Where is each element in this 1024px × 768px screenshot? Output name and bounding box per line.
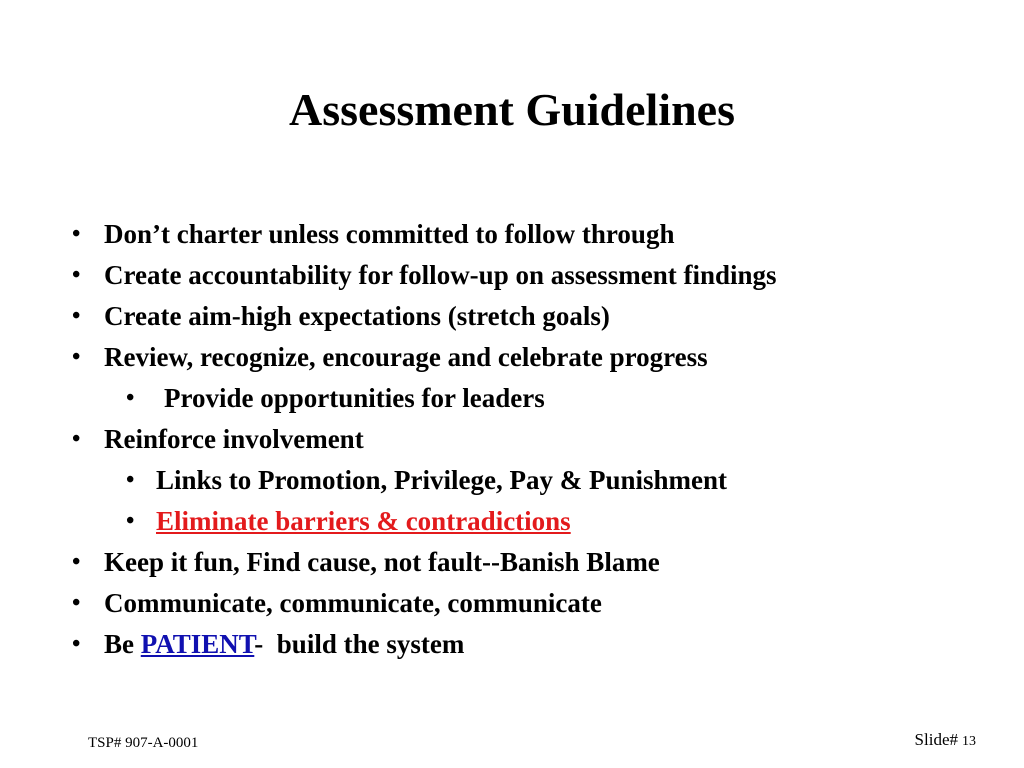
patient-link[interactable]: PATIENT — [140, 629, 255, 659]
bullet-icon: • — [72, 549, 81, 575]
slide-title: Assessment Guidelines — [289, 84, 735, 135]
bullet-icon: • — [72, 262, 81, 288]
bullet-text: Provide opportunities for leaders — [164, 383, 545, 413]
bullet-icon: • — [126, 385, 135, 411]
bullet-text-prefix: Be — [104, 629, 141, 659]
bullet-text: Create aim-high expectations (stretch goals) — [104, 301, 610, 331]
bullet-text: Review, recognize, encourage and celebrate progress — [104, 342, 708, 372]
slide-number — [915, 730, 976, 750]
slide-number-label: Slide# — [914, 730, 958, 749]
eliminate-barriers-link[interactable]: Eliminate barriers & contradictions — [156, 506, 571, 536]
bullet-icon: • — [72, 303, 81, 329]
bullet-item — [72, 255, 1002, 296]
bullet-text: Keep it fun, Find cause, not fault--Banish Blame — [104, 547, 660, 577]
bullet-item — [72, 337, 1002, 378]
bullet-icon: • — [126, 467, 135, 493]
document-id: TSP# 907-A-0001 — [88, 735, 199, 751]
bullet-icon: • — [72, 426, 81, 452]
sub-bullet-item — [72, 501, 1002, 542]
bullet-text: Reinforce involvement — [104, 424, 364, 454]
bullet-icon: • — [72, 590, 81, 616]
bullet-text: Create accountability for follow-up on assessment findings — [104, 260, 777, 290]
bullet-icon: • — [72, 221, 81, 247]
bullet-text-suffix: - build the system — [254, 629, 465, 659]
bullet-icon: • — [126, 508, 135, 534]
bullet-item — [72, 296, 1002, 337]
bullet-item — [72, 583, 1002, 624]
slide-number-value: 13 — [962, 734, 976, 749]
bullet-icon: • — [72, 631, 81, 657]
bullet-text: Don’t charter unless committed to follow through — [104, 219, 675, 249]
bullet-item — [72, 542, 1002, 583]
bullet-item — [72, 624, 1002, 665]
bullet-item — [72, 214, 1002, 255]
bullet-item — [72, 419, 1002, 460]
bullet-text: Links to Promotion, Privilege, Pay & Punishment — [156, 465, 727, 495]
sub-bullet-item — [72, 378, 1002, 419]
bullet-text: Communicate, communicate, communicate — [104, 588, 602, 618]
bullet-icon: • — [72, 344, 81, 370]
sub-bullet-item — [72, 460, 1002, 501]
bullet-list — [72, 214, 1002, 665]
